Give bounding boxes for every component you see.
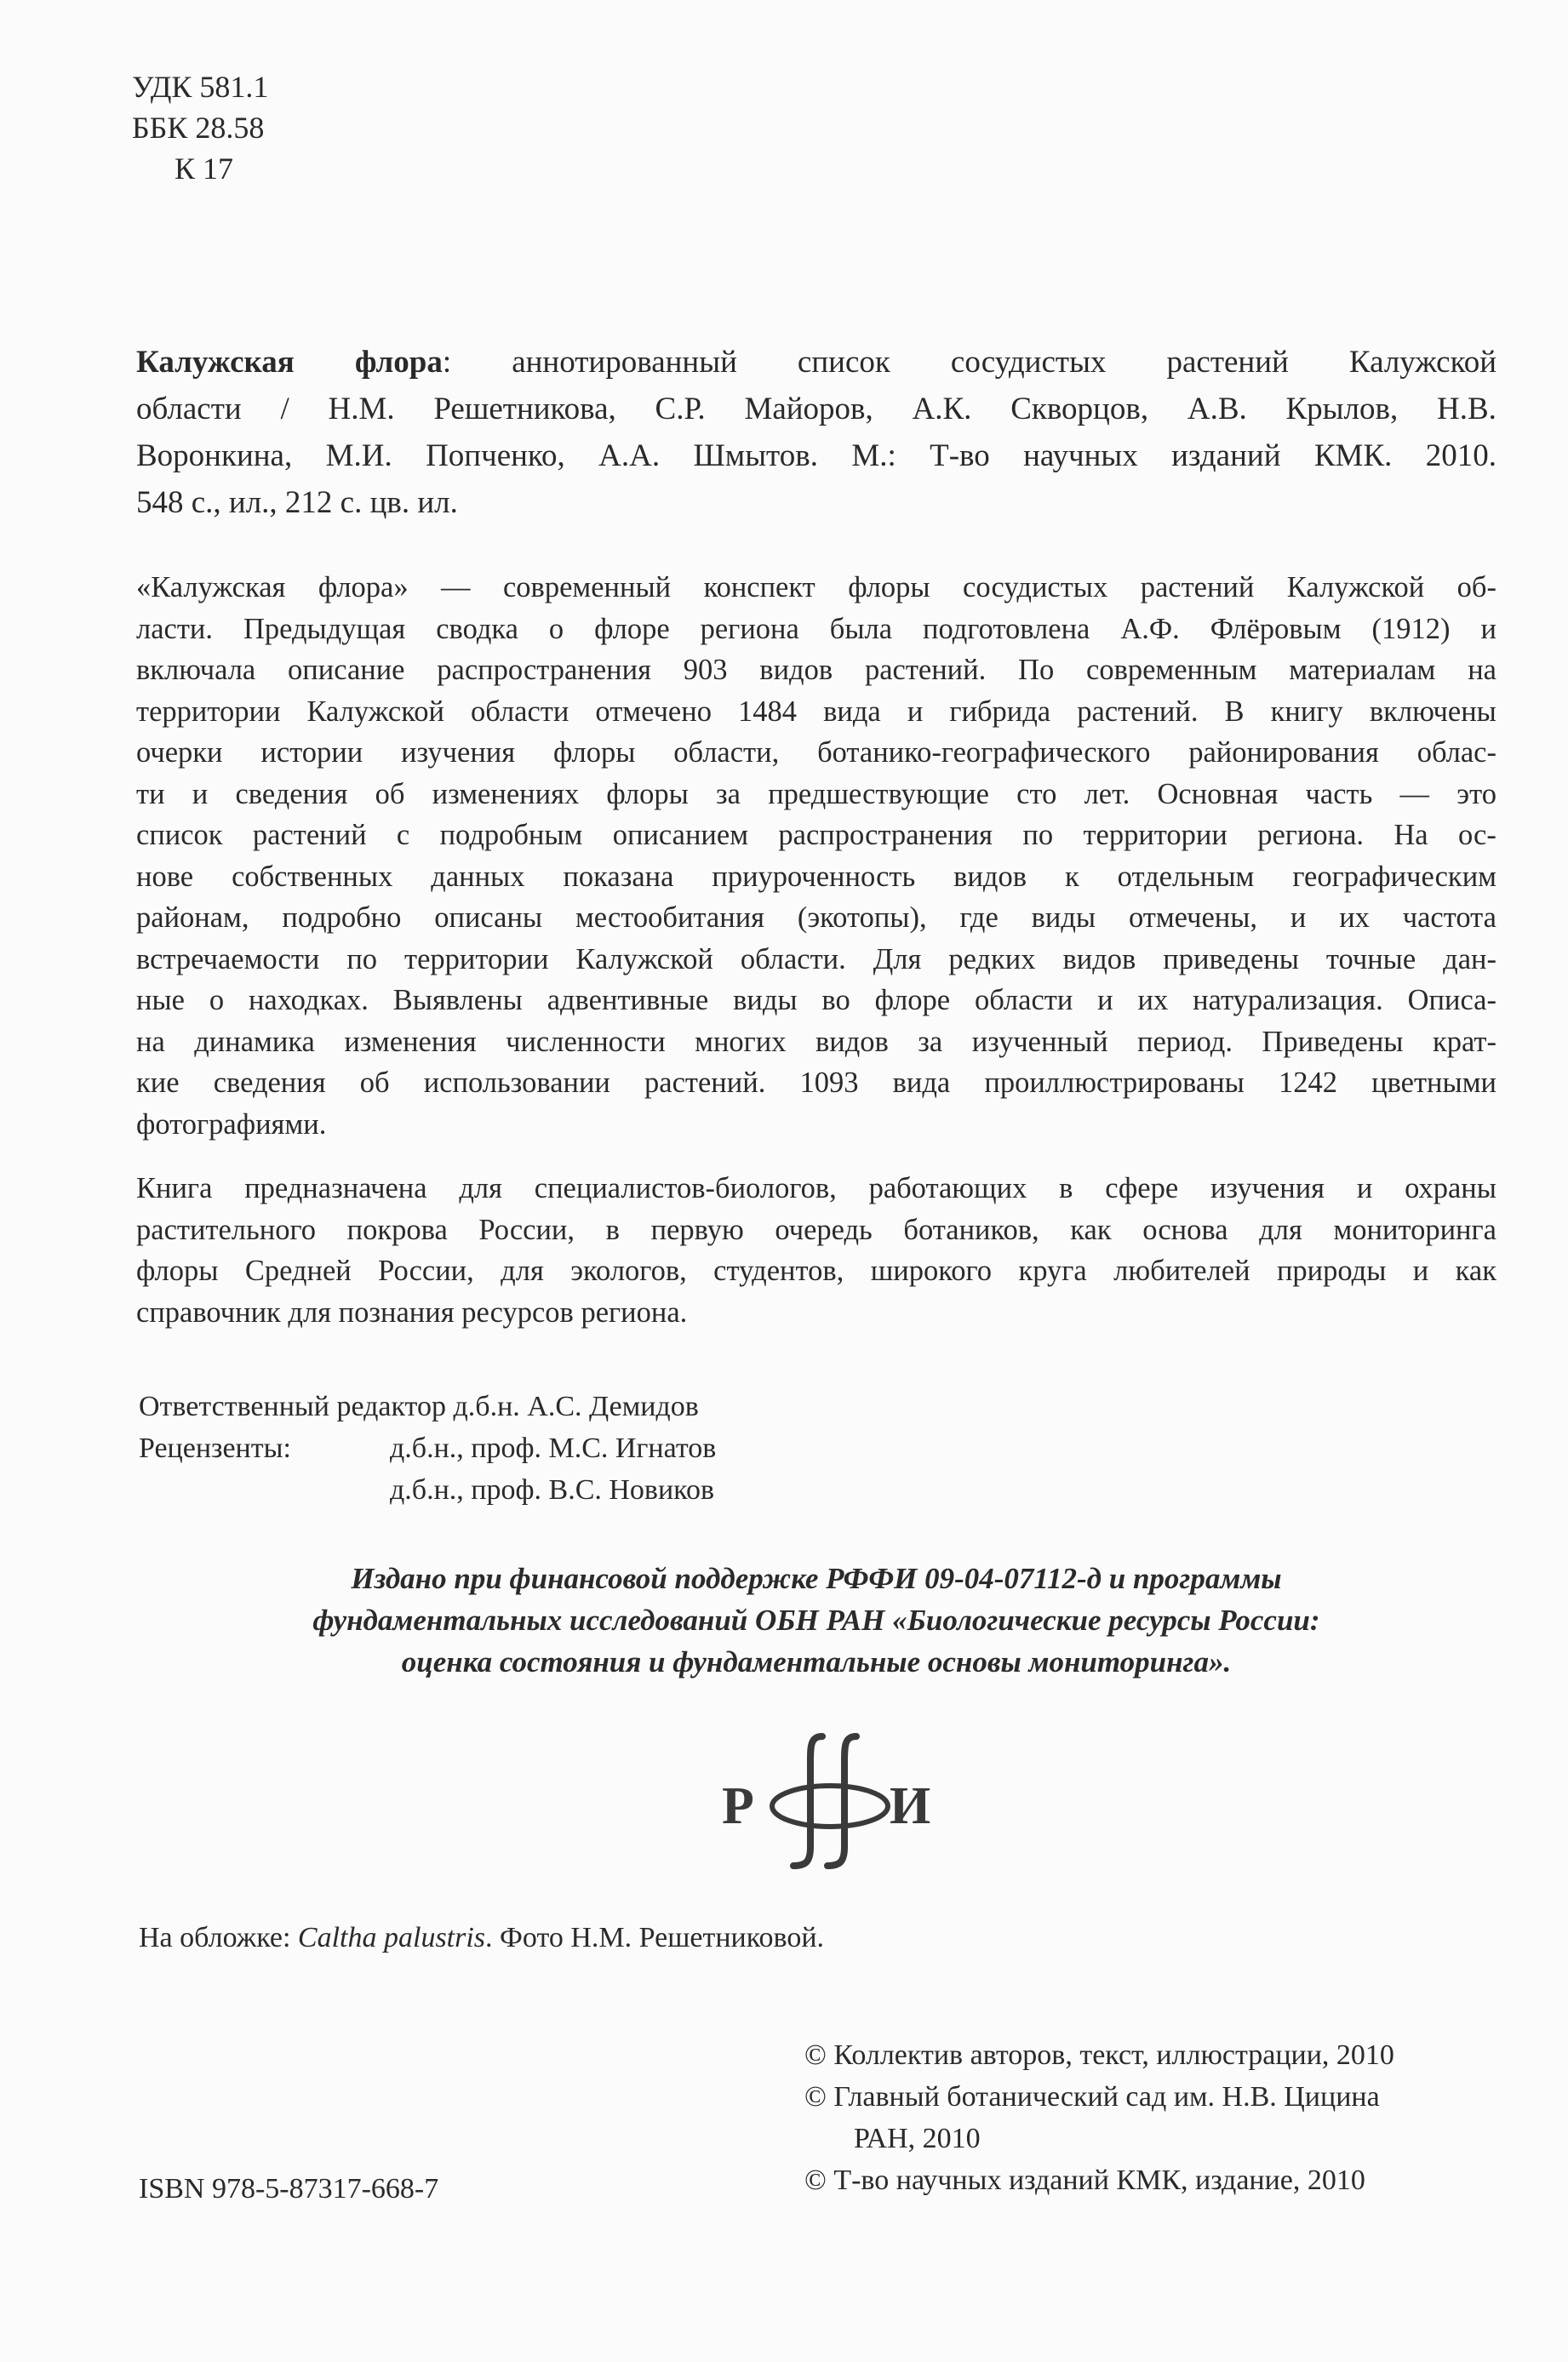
text-line: Книга предназначена для специалистов-биологов, работающих в сфере изучения и охраны	[136, 1172, 1496, 1204]
bib-line: области / Н.М. Решетникова, С.Р. Майоров, А.К. Скворцов, А.В. Крылов, Н.В.	[136, 392, 1496, 426]
logo-letter-r: Р	[722, 1777, 754, 1835]
species-name: Caltha palustris	[297, 1922, 486, 1953]
bibliographic-record	[136, 339, 1496, 526]
text-line: флоры Средней России, для экологов, студентов, широкого круга любителей природы и как	[136, 1255, 1496, 1287]
classification-codes	[132, 66, 268, 189]
purpose-paragraph	[136, 1168, 1496, 1333]
funding-line: Издано при финансовой поддержке РФФИ 09-04-07112-д и программы	[351, 1562, 1282, 1595]
bbk-code: ББК 28.58	[132, 111, 265, 145]
reviewer: д.б.н., проф. М.С. Игнатов	[390, 1433, 717, 1464]
text-line: ные о находках. Выявлены адвентивные виды во флоре области и их натурализация. Описа-	[136, 984, 1496, 1016]
bib-line: 548 с., ил., 212 с. цв. ил.	[136, 485, 458, 520]
copyright-line: © Главный ботанический сад им. Н.В. Цицина	[804, 2081, 1380, 2113]
bib-line: : аннотированный список сосудистых растений Калужской	[442, 345, 1497, 380]
logo-letter-i: И	[890, 1777, 931, 1835]
funding-line: оценка состояния и фундаментальные основы мониторинга».	[401, 1645, 1232, 1679]
text-line: включала описание распространения 903 видов растений. По современным материалам на	[136, 654, 1496, 686]
text-line: справочник для познания ресурсов региона.	[136, 1295, 688, 1329]
text-line: нове собственных данных показана приуроченность видов к отдельным географическим	[136, 860, 1496, 893]
text-line: на динамика изменения численности многих видов за изученный период. Приведены крат-	[136, 1025, 1496, 1058]
copyright-line: © Коллектив авторов, текст, иллюстрации, 2010	[804, 2039, 1394, 2071]
text-line: встречаемости по территории Калужской области. Для редких видов приведены точные дан-	[136, 942, 1496, 975]
copyright-block	[804, 2034, 1394, 2201]
funding-note	[136, 1558, 1496, 1683]
copyright-line: РАН, 2010	[854, 2123, 981, 2154]
text-line: ласти. Предыдущая сводка о флоре региона была подготовлена А.Ф. Флёровым (1912) и	[136, 612, 1496, 645]
rffi-logo	[715, 1728, 945, 1873]
isbn: ISBN 978-5-87317-668-7	[139, 2173, 439, 2205]
udk-code: УДК 581.1	[132, 70, 269, 104]
text-line: очерки истории изучения флоры области, ботанико-географического районирования облас-	[136, 736, 1496, 769]
text-line: фотографиями.	[136, 1107, 327, 1141]
copyright-line: © Т-во научных изданий КМК, издание, 2010	[804, 2165, 1365, 2196]
text-line: «Калужская флора» — современный конспект флоры сосудистых растений Калужской об-	[136, 571, 1496, 603]
cover-note: На обложке: Caltha palustris. Фото Н.М. Решетниковой.	[139, 1922, 825, 1953]
reviewers-label: Рецензенты:	[139, 1433, 291, 1464]
author-mark: К 17	[175, 152, 234, 186]
text-line: районам, подробно описаны местообитания (экотопы), где виды отмечены, и их частота	[136, 901, 1496, 934]
funding-line: фундаментальных исследований ОБН РАН «Биологические ресурсы России:	[312, 1604, 1320, 1637]
text-line: кие сведения об использовании растений. 1093 вида проиллюстрированы 1242 цветными	[136, 1067, 1496, 1099]
text-line: территории Калужской области отмечено 1484 вида и гибрида растений. В книгу включены	[136, 695, 1496, 728]
editors-block	[139, 1386, 716, 1511]
text-line: растительного покрова России, в первую очередь ботаников, как основа для мониторинга	[136, 1213, 1496, 1246]
book-title: Калужская флора	[136, 345, 443, 380]
text-line: список растений с подробным описанием распространения по территории региона. На ос-	[136, 819, 1496, 851]
responsible-editor: Ответственный редактор д.б.н. А.С. Демидов	[139, 1391, 699, 1422]
text-line: ти и сведения об изменениях флоры за предшествующие сто лет. Основная часть — это	[136, 777, 1496, 810]
reviewer: д.б.н., проф. В.С. Новиков	[390, 1474, 715, 1506]
bib-line: Воронкина, М.И. Попченко, А.А. Шмытов. М.: Т-во научных изданий КМК. 2010.	[136, 438, 1496, 473]
abstract	[136, 567, 1496, 1145]
